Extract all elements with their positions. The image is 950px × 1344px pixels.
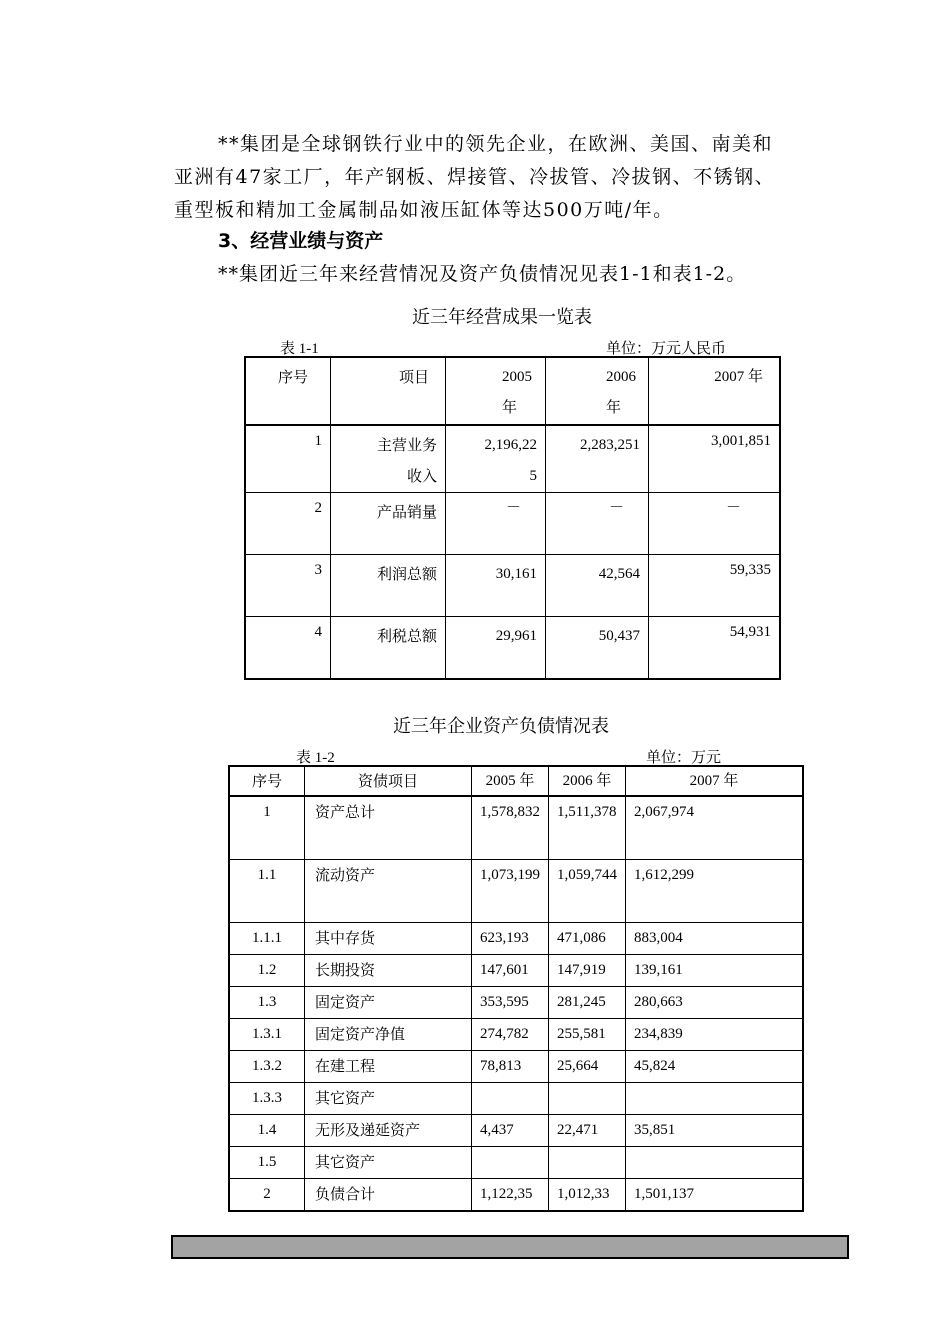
header-cell: 项目 — [331, 357, 446, 425]
table-row — [229, 1083, 803, 1115]
table-cell: 1.1 — [229, 860, 305, 923]
table-header-row — [245, 357, 780, 425]
table-cell: 1,501,137 — [626, 1179, 804, 1212]
table-cell: 固定资产 — [305, 987, 472, 1019]
header-cell: 2007 年 — [626, 766, 804, 796]
table-cell: 1 — [245, 425, 331, 493]
table-row — [229, 923, 803, 955]
table-cell: 147,601 — [472, 955, 549, 987]
table-cell: 主营业务收入 — [331, 425, 446, 493]
section-paragraph: **集团近三年来经营情况及资产负债情况见表1-1和表1-2。 — [218, 263, 747, 285]
table-cell: 利税总额 — [331, 617, 446, 679]
table-cell: 54,931 — [649, 617, 781, 679]
table-cell: 2,283,251 — [546, 425, 649, 493]
table-cell: 471,086 — [549, 923, 626, 955]
table-cell: 1.3 — [229, 987, 305, 1019]
table-cell: 1,511,378 — [549, 796, 626, 860]
table-cell: 1.1.1 — [229, 923, 305, 955]
intro-paragraph — [174, 128, 844, 227]
table-cell: 1.3.3 — [229, 1083, 305, 1115]
table1-unit: 单位：万元人民币 — [606, 339, 727, 357]
table-cell — [626, 1147, 804, 1179]
table-cell: 4 — [245, 617, 331, 679]
table-row — [229, 1051, 803, 1083]
table-cell: 139,161 — [626, 955, 804, 987]
table-cell: 在建工程 — [305, 1051, 472, 1083]
table-cell: 1,122,35 — [472, 1179, 549, 1212]
table-cell: 50,437 — [546, 617, 649, 679]
table-cell — [472, 1083, 549, 1115]
table-cell: 4,437 — [472, 1115, 549, 1147]
table-cell: 负债合计 — [305, 1179, 472, 1212]
table-cell: 固定资产净值 — [305, 1019, 472, 1051]
table-cell: 1,578,832 — [472, 796, 549, 860]
table-row — [229, 1147, 803, 1179]
table-cell: 42,564 — [546, 555, 649, 617]
table-cell: 利润总额 — [331, 555, 446, 617]
table-cell: 25,664 — [549, 1051, 626, 1083]
balance-sheet-table — [228, 765, 804, 1212]
table-cell — [549, 1147, 626, 1179]
header-cell: 序号 — [229, 766, 305, 796]
table-cell: 1 — [229, 796, 305, 860]
table-row — [229, 1179, 803, 1212]
table2-caption: 近三年企业资产负债情况表 — [393, 716, 609, 737]
table-cell: 281,245 — [549, 987, 626, 1019]
table-cell: － — [649, 493, 781, 555]
table-cell: 1,612,299 — [626, 860, 804, 923]
table-cell: 255,581 — [549, 1019, 626, 1051]
table-cell: 147,919 — [549, 955, 626, 987]
table-row — [229, 1115, 803, 1147]
table-cell: 883,004 — [626, 923, 804, 955]
header-cell: 2005年 — [446, 357, 546, 425]
header-cell: 2006年 — [546, 357, 649, 425]
table-header-row — [229, 766, 803, 796]
table-cell: 35,851 — [626, 1115, 804, 1147]
table-cell: 29,961 — [446, 617, 546, 679]
table-cell: － — [546, 493, 649, 555]
table-cell: 2 — [245, 493, 331, 555]
table-cell: － — [446, 493, 546, 555]
table-cell: 其中存货 — [305, 923, 472, 955]
table-cell — [626, 1083, 804, 1115]
table-cell: 1.3.1 — [229, 1019, 305, 1051]
table-cell: 1.3.2 — [229, 1051, 305, 1083]
table-cell: 3,001,851 — [649, 425, 781, 493]
table-cell: 产品销量 — [331, 493, 446, 555]
table-cell: 1,059,744 — [549, 860, 626, 923]
operating-results-table — [244, 356, 781, 680]
table-cell: 无形及递延资产 — [305, 1115, 472, 1147]
table-cell: 78,813 — [472, 1051, 549, 1083]
table-row — [245, 493, 780, 555]
table-cell: 流动资产 — [305, 860, 472, 923]
header-cell: 2005 年 — [472, 766, 549, 796]
table-cell: 1,012,33 — [549, 1179, 626, 1212]
table-row — [229, 1019, 803, 1051]
table-row — [229, 796, 803, 860]
table-cell: 1.5 — [229, 1147, 305, 1179]
header-cell: 序号 — [245, 357, 331, 425]
intro-line-3: 重型板和精加工金属制品如液压缸体等达500万吨/年。 — [174, 199, 674, 221]
table-cell: 2,196,225 — [446, 425, 546, 493]
page-footer-bar — [171, 1235, 849, 1259]
table-cell: 资产总计 — [305, 796, 472, 860]
table-cell: 280,663 — [626, 987, 804, 1019]
table-cell: 353,595 — [472, 987, 549, 1019]
table-cell: 22,471 — [549, 1115, 626, 1147]
section-heading: 3、经营业绩与资产 — [218, 230, 384, 252]
intro-line-1: **集团是全球钢铁行业中的领先企业，在欧洲、美国、南美和 — [218, 133, 774, 155]
table-cell: 274,782 — [472, 1019, 549, 1051]
header-cell: 2007 年 — [649, 357, 781, 425]
table-cell: 59,335 — [649, 555, 781, 617]
table-cell: 1.4 — [229, 1115, 305, 1147]
table-cell — [549, 1083, 626, 1115]
intro-line-2: 亚洲有47家工厂，年产钢板、焊接管、冷拔管、冷拔钢、不锈钢、 — [174, 166, 776, 188]
table-cell: 1.2 — [229, 955, 305, 987]
header-cell: 2006 年 — [549, 766, 626, 796]
table-cell: 3 — [245, 555, 331, 617]
table2-unit: 单位：万元 — [646, 748, 722, 766]
table-cell: 1,073,199 — [472, 860, 549, 923]
table-row — [245, 555, 780, 617]
table-cell: 其它资产 — [305, 1083, 472, 1115]
table-row — [229, 860, 803, 923]
table-row — [229, 987, 803, 1019]
header-cell: 资债项目 — [305, 766, 472, 796]
table-row — [245, 425, 780, 493]
table-cell: 623,193 — [472, 923, 549, 955]
table1-label: 表 1-1 — [280, 341, 319, 357]
table-cell: 其它资产 — [305, 1147, 472, 1179]
table-cell — [472, 1147, 549, 1179]
table-cell: 2,067,974 — [626, 796, 804, 860]
table-cell: 45,824 — [626, 1051, 804, 1083]
table-cell: 长期投资 — [305, 955, 472, 987]
table-cell: 30,161 — [446, 555, 546, 617]
table1-caption: 近三年经营成果一览表 — [412, 307, 592, 328]
table-row — [245, 617, 780, 679]
table-cell: 2 — [229, 1179, 305, 1212]
table-cell: 234,839 — [626, 1019, 804, 1051]
table2-label: 表 1-2 — [296, 750, 335, 766]
table-row — [229, 955, 803, 987]
